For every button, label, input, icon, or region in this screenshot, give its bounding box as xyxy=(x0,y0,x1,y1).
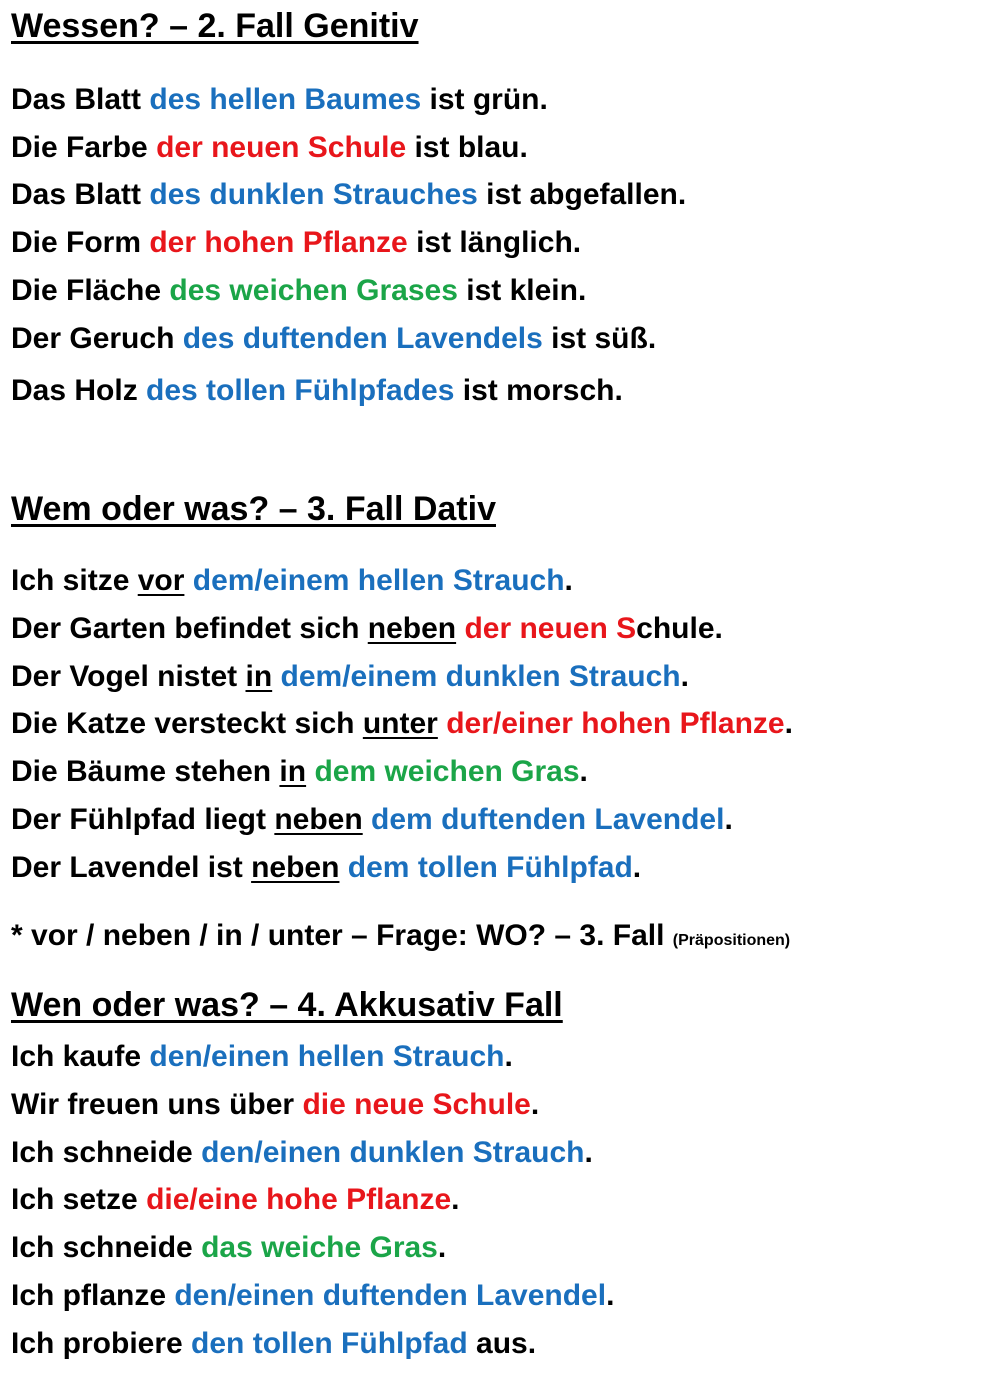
case-phrase: des hellen Baumes xyxy=(149,83,422,116)
sentence-text: ist abgefallen. xyxy=(477,178,687,211)
sentence-text: Der Fühlpfad liegt xyxy=(11,803,275,836)
case-phrase: dem/einem hellen Strauch xyxy=(192,564,565,597)
sentence-line xyxy=(11,753,588,791)
case-phrase: dem weichen Gras xyxy=(314,755,580,788)
heading-dativ: Wem oder was? – 3. Fall Dativ xyxy=(11,490,496,528)
sentence-text: Ich sitze xyxy=(11,564,138,597)
sentence-line xyxy=(11,705,793,743)
case-phrase: die/eine hohe Pflanze xyxy=(146,1183,452,1216)
sentence-line xyxy=(11,1325,536,1363)
sentence-line xyxy=(11,610,723,648)
sentence-text: . xyxy=(437,1231,447,1264)
preposition: vor xyxy=(137,564,185,597)
preposition: neben xyxy=(251,851,340,884)
sentence-text: Das Holz xyxy=(11,374,147,407)
sentence-line xyxy=(11,801,733,839)
sentence-text: Der Garten befindet sich xyxy=(11,612,368,645)
case-phrase: der neuen S xyxy=(464,612,637,645)
case-phrase: den tollen Fühlpfad xyxy=(191,1327,468,1360)
case-phrase: dem/einem dunklen Strauch xyxy=(280,660,681,693)
case-phrase: der neuen Schule xyxy=(156,131,407,164)
sentence-line xyxy=(11,224,581,262)
sentence-text xyxy=(272,660,280,693)
sentence-line xyxy=(11,658,689,696)
sentence-text: . xyxy=(530,1088,540,1121)
sentence-line xyxy=(11,562,573,600)
case-phrase: die neue Schule xyxy=(302,1088,531,1121)
sentence-text: Ich kaufe xyxy=(11,1040,150,1073)
sentence-text: chule. xyxy=(636,612,723,645)
sentence-text: ist morsch. xyxy=(454,374,623,407)
case-phrase: dem tollen Fühlpfad xyxy=(347,851,633,884)
sentence-text: . xyxy=(632,851,642,884)
sentence-line xyxy=(11,1229,446,1267)
sentence-text: . xyxy=(504,1040,513,1073)
sentence-text: Die Form xyxy=(11,226,150,259)
sentence-text: Der Lavendel ist xyxy=(11,851,252,884)
preposition: neben xyxy=(274,803,363,836)
case-phrase: den/einen duftenden Lavendel xyxy=(174,1279,607,1312)
sentence-text: Der Vogel nistet xyxy=(11,660,246,693)
sentence-text: Ich setze xyxy=(11,1183,147,1216)
sentence-line xyxy=(11,81,548,119)
sentence-line xyxy=(11,1134,593,1172)
preposition: in xyxy=(245,660,273,693)
sentence-text: . xyxy=(606,1279,615,1312)
sentence-line xyxy=(11,1277,614,1315)
sentence-line xyxy=(11,176,686,214)
sentence-text xyxy=(363,803,371,836)
note-small-text: (Präpositionen) xyxy=(672,932,791,949)
sentence-text: . xyxy=(451,1183,460,1216)
sentence-line xyxy=(11,1086,539,1124)
sentence-text xyxy=(184,564,192,597)
case-phrase: des tollen Fühlpfades xyxy=(146,374,455,407)
case-phrase: der/einer hohen Pflanze xyxy=(446,707,785,740)
case-phrase: des dunklen Strauches xyxy=(149,178,478,211)
sentence-text: ist süß. xyxy=(542,322,657,355)
sentence-text: Wir freuen uns über xyxy=(11,1088,303,1121)
sentence-text: Ich schneide xyxy=(11,1231,202,1264)
sentence-text: . xyxy=(564,564,573,597)
sentence-line xyxy=(11,129,528,167)
sentence-line xyxy=(11,372,623,410)
sentence-text: Das Blatt xyxy=(11,178,150,211)
note-text: * vor / neben / in / unter – Frage: WO? – 3. Fall xyxy=(11,919,673,952)
sentence-text: . xyxy=(579,755,588,788)
sentence-text: Die Fläche xyxy=(11,274,170,307)
sentence-text: ist blau. xyxy=(406,131,528,164)
sentence-text: Ich probiere xyxy=(11,1327,192,1360)
sentence-line xyxy=(11,272,586,310)
sentence-line xyxy=(11,849,641,887)
sentence-text: Das Blatt xyxy=(11,83,150,116)
case-phrase: des weichen Grases xyxy=(169,274,458,307)
sentence-line xyxy=(11,1181,459,1219)
sentence-text: ist länglich. xyxy=(407,226,582,259)
sentence-text: aus. xyxy=(467,1327,537,1360)
heading-genitiv: Wessen? – 2. Fall Genitiv xyxy=(11,7,419,45)
sentence-text: ist grün. xyxy=(421,83,548,116)
case-phrase: dem duftenden Lavendel xyxy=(371,803,725,836)
sentence-text: Die Katze versteckt sich xyxy=(11,707,363,740)
sentence-text: Ich pflanze xyxy=(11,1279,175,1312)
sentence-text xyxy=(438,707,446,740)
case-phrase: des duftenden Lavendels xyxy=(182,322,543,355)
sentence-text: . xyxy=(680,660,689,693)
sentence-line xyxy=(11,320,656,358)
sentence-text xyxy=(339,851,347,884)
preposition: neben xyxy=(367,612,457,645)
preposition: in xyxy=(279,755,307,788)
sentence-text: . xyxy=(584,1136,593,1169)
case-phrase: das weiche Gras xyxy=(201,1231,438,1264)
preposition: unter xyxy=(362,707,438,740)
heading-akkusativ: Wen oder was? – 4. Akkusativ Fall xyxy=(11,986,563,1024)
case-phrase: der hohen Pflanze xyxy=(149,226,408,259)
sentence-text: Der Geruch xyxy=(11,322,183,355)
sentence-text: ist klein. xyxy=(457,274,587,307)
sentence-text: . xyxy=(724,803,733,836)
sentence-text: Die Farbe xyxy=(11,131,157,164)
sentence-text: Ich schneide xyxy=(11,1136,202,1169)
prepositions-note xyxy=(11,917,790,960)
sentence-text: . xyxy=(784,707,793,740)
sentence-text: Die Bäume stehen xyxy=(11,755,280,788)
sentence-line xyxy=(11,1038,513,1076)
case-phrase: den/einen hellen Strauch xyxy=(149,1040,505,1073)
case-phrase: den/einen dunklen Strauch xyxy=(201,1136,585,1169)
